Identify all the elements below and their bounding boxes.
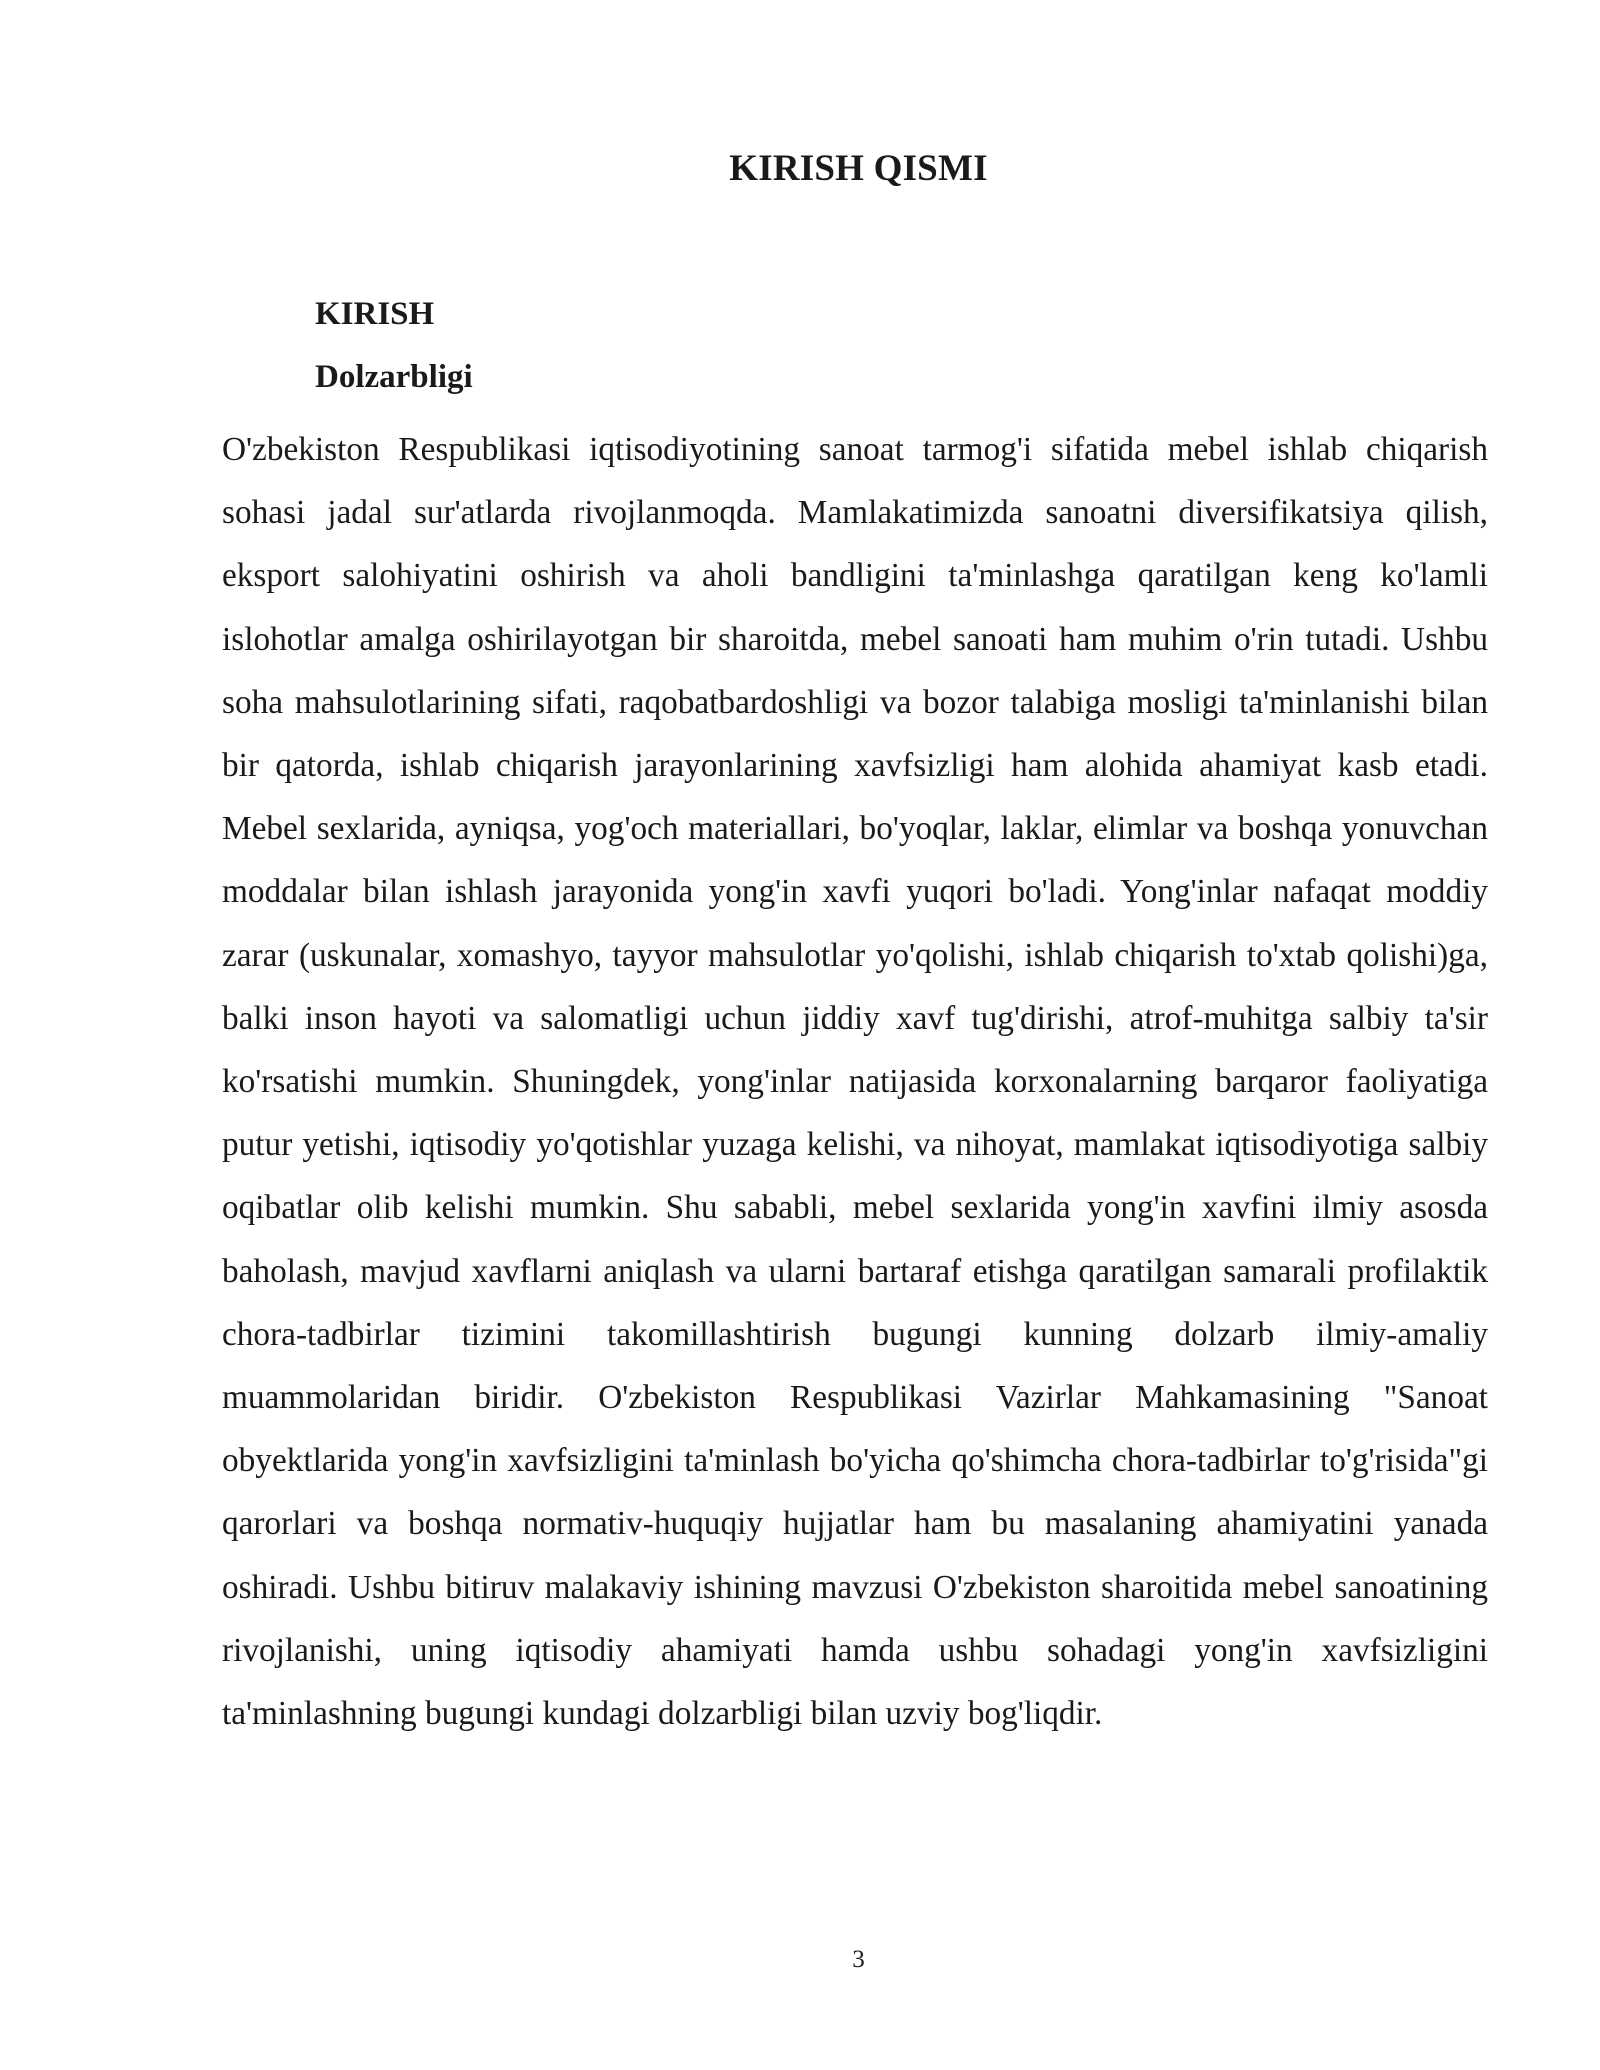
subsection-heading: Dolzarbligi bbox=[315, 359, 473, 395]
page-title: KIRISH QISMI bbox=[729, 148, 988, 189]
body-paragraph: O'zbekiston Respublikasi iqtisodiyotining sanoat tarmog'i sifatida mebel ishlab chiqarish sohasi jadal sur'atlarda rivojlanmoqda. Mamlakatimizda sanoatni diversifikatsiya qilish, eksport salohiyatini oshirish va aholi bandligini ta'minlashga qaratilgan keng ko'lamli islohotlar amalga oshirilayotgan bir sharoitda, mebel sanoati ham muhim o'rin tutadi. Ushbu soha mahsulotlarining sifati, raqobatbardoshligi va bozor talabiga mosligi ta'minlanishi bilan bir qatorda, ishlab chiqarish jarayonlarining xavfsizligi ham alohida ahamiyat kasb etadi. Mebel sexlarida, ayniqsa, yog'och materiallari, bo'yoqlar, laklar, elimlar va boshqa yonuvchan moddalar bilan ishlash jarayonida yong'in xavfi yuqori bo'ladi. Yong'inlar nafaqat moddiy zarar (uskunalar, xomashyo, tayyor mahsulotlar yo'qolishi, ishlab chiqarish to'xtab qolishi)ga, balki inson hayoti va salomatligi uchun jiddiy xavf tug'dirishi, atrof-muhitga salbiy ta'sir ko'rsatishi mumkin. Shuningdek, yong'inlar natijasida korxonalarning barqaror faoliyatiga putur yetishi, iqtisodiy yo'qotishlar yuzaga kelishi, va nihoyat, mamlakat iqtisodiyotiga salbiy oqibatlar olib kelishi mumkin. Shu sababli, mebel sexlarida yong'in xavfini ilmiy asosda baholash, mavjud xavflarni aniqlash va ularni bartaraf etishga qaratilgan samarali profilaktik chora-tadbirlar tizimini takomillashtirish bugungi kunning dolzarb ilmiy-amaliy muammolaridan biridir. O'zbekiston Respublikasi Vazirlar Mahkamasining "Sanoat obyektlarida yong'in xavfsizligini ta'minlash bo'yicha qo'shimcha chora-tadbirlar to'g'risida"gi qarorlari va boshqa normativ-huquqiy hujjatlar ham bu masalaning ahamiyatini yanada oshiradi. Ushbu bitiruv malakaviy ishining mavzusi O'zbekiston sharoitida mebel sanoatining rivojlanishi, uning iqtisodiy ahamiyati hamda ushbu sohadagi yong'in xavfsizligini ta'minlashning bugungi kundagi dolzarbligi bilan uzviy bog'liqdir. bbox=[222, 431, 1488, 1733]
page-number: 3 bbox=[852, 1946, 865, 1973]
section-heading: KIRISH bbox=[315, 296, 435, 332]
